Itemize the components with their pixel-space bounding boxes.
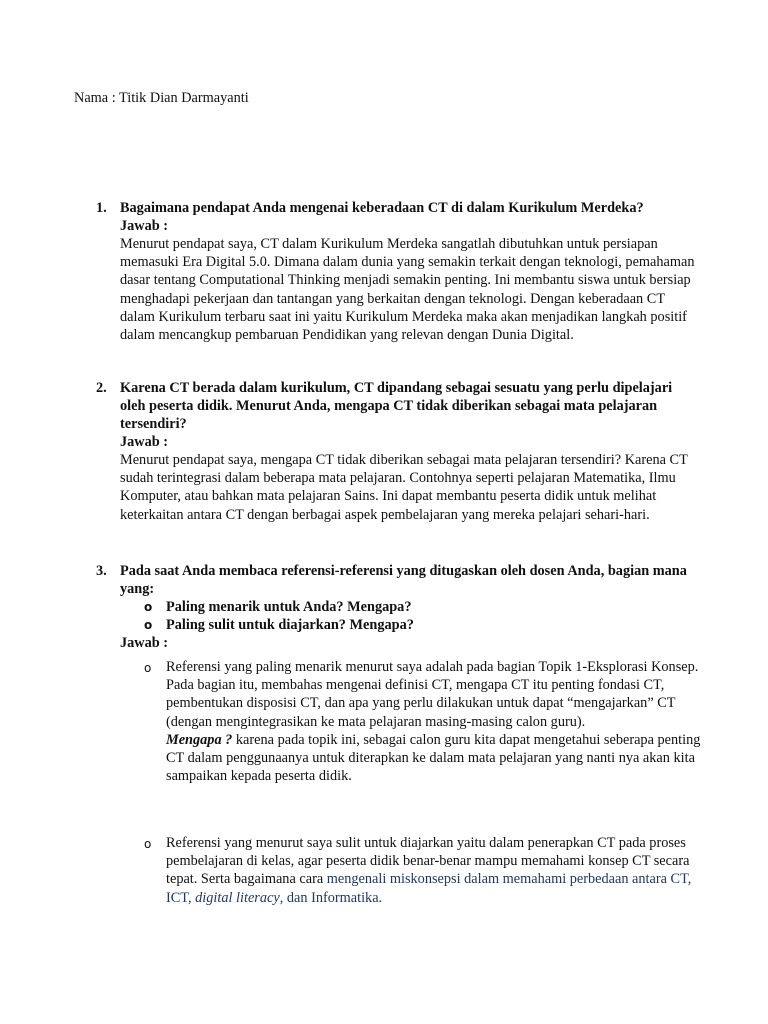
italic-term: digital literacy xyxy=(195,889,280,906)
bullet-icon: o xyxy=(144,618,153,632)
jawab-label: Jawab : xyxy=(120,218,169,234)
sub-question-1: o Paling menarik untuk Anda? Mengapa? xyxy=(144,599,412,615)
question-1 xyxy=(96,199,698,344)
question-number: 3. xyxy=(96,563,107,579)
highlighted-text-end: , dan Informatika. xyxy=(279,889,383,906)
sub-question-2: o Paling sulit untuk diajarkan? Mengapa? xyxy=(144,617,414,633)
name-line: Nama : Titik Dian Darmayanti xyxy=(74,90,249,106)
jawab-label: Jawab : xyxy=(120,434,169,450)
mengapa-text: karena pada topik ini, sebagai calon guru kita dapat mengetahui seberapa penting CT dalam penggunaanya untuk diterapkan ke dalam mata pelajaran yang nanti nya akan kita sampaikan kepada peserta didik. xyxy=(166,731,701,785)
answer-text: Referensi yang menurut saya sulit untuk diajarkan yaitu dalam penerapkan CT pada proses pembelajaran di kelas, agar peserta didik benar-benar mampu memahami konsep CT secara tepat. Serta bagaimana cara xyxy=(166,835,690,888)
answer-text: Menurut pendapat saya, mengapa CT tidak diberikan sebagai mata pelajaran tersendiri? Karena CT sudah terintegrasi dalam beberapa mata pelajaran. Contohnya seperti pelajaran Matematika, Ilmu Komputer, atau bahkan mata pelajaran Sains. Ini dapat membantu peserta didik untuk melihat keterkaitan antara CT dengan berbagai aspek pembelajaran yang mereka pelajari sehari-hari. xyxy=(120,452,688,523)
answer-text: Referensi yang paling menarik menurut saya adalah pada bagian Topik 1-Eksplorasi Konsep. Pada bagian itu, membahas mengenai definisi CT, mengapa CT itu penting fondasi CT, pembentukan disposisi CT, dan apa yang perlu dilakukan untuk dapat “mengajarkan” CT (dengan mengintegrasikan ke mata pelajaran masing-masing calon guru). xyxy=(166,659,699,730)
jawab-label: Jawab : xyxy=(120,635,169,651)
answer-text: Menurut pendapat saya, CT dalam Kurikulum Merdeka sangatlah dibutuhkan untuk persiapan memasuki Era Digital 5.0. Dimana dalam dunia yang semakin terkait dengan teknologi, pemahaman dasar tentang Computational Thinking menjadi semakin penting. Ini membantu siswa untuk bersiap menghadapi pekerjaan dan tantangan yang berkaitan dengan teknologi. Dengan keberadaan CT dalam Kurikulum terbaru saat ini yaitu Kurikulum Merdeka maka akan menjadikan langkah positif dalam mencangkup pembaruan Pendidikan yang relevan dengan Dunia Digital. xyxy=(120,236,695,344)
bullet-icon: o xyxy=(144,837,152,851)
question-title: Pada saat Anda membaca referensi-referensi yang ditugaskan oleh dosen Anda, bagian mana yang: xyxy=(120,563,687,597)
question-title: Bagaimana pendapat Anda mengenai keberadaan CT di dalam Kurikulum Merdeka? xyxy=(120,200,644,216)
highlighted-text: mengenali miskonsepsi dalam memahami perbedaan antara CT, ICT, xyxy=(166,871,692,906)
answer-bullet-1 xyxy=(144,658,704,785)
mengapa-label: Mengapa ? xyxy=(166,731,233,748)
question-number: 1. xyxy=(96,200,107,216)
question-title: Karena CT berada dalam kurikulum, CT dipandang sebagai sesuatu yang perlu dipelajari oleh peserta didik. Menurut Anda, mengapa CT tidak diberikan sebagai mata pelajaran tersendiri? xyxy=(120,380,673,432)
question-3 xyxy=(96,562,698,652)
bullet-icon: o xyxy=(144,661,152,675)
answer-bullet-2 xyxy=(144,834,704,907)
question-2 xyxy=(96,379,698,524)
bullet-icon: o xyxy=(144,600,153,614)
question-number: 2. xyxy=(96,380,107,396)
